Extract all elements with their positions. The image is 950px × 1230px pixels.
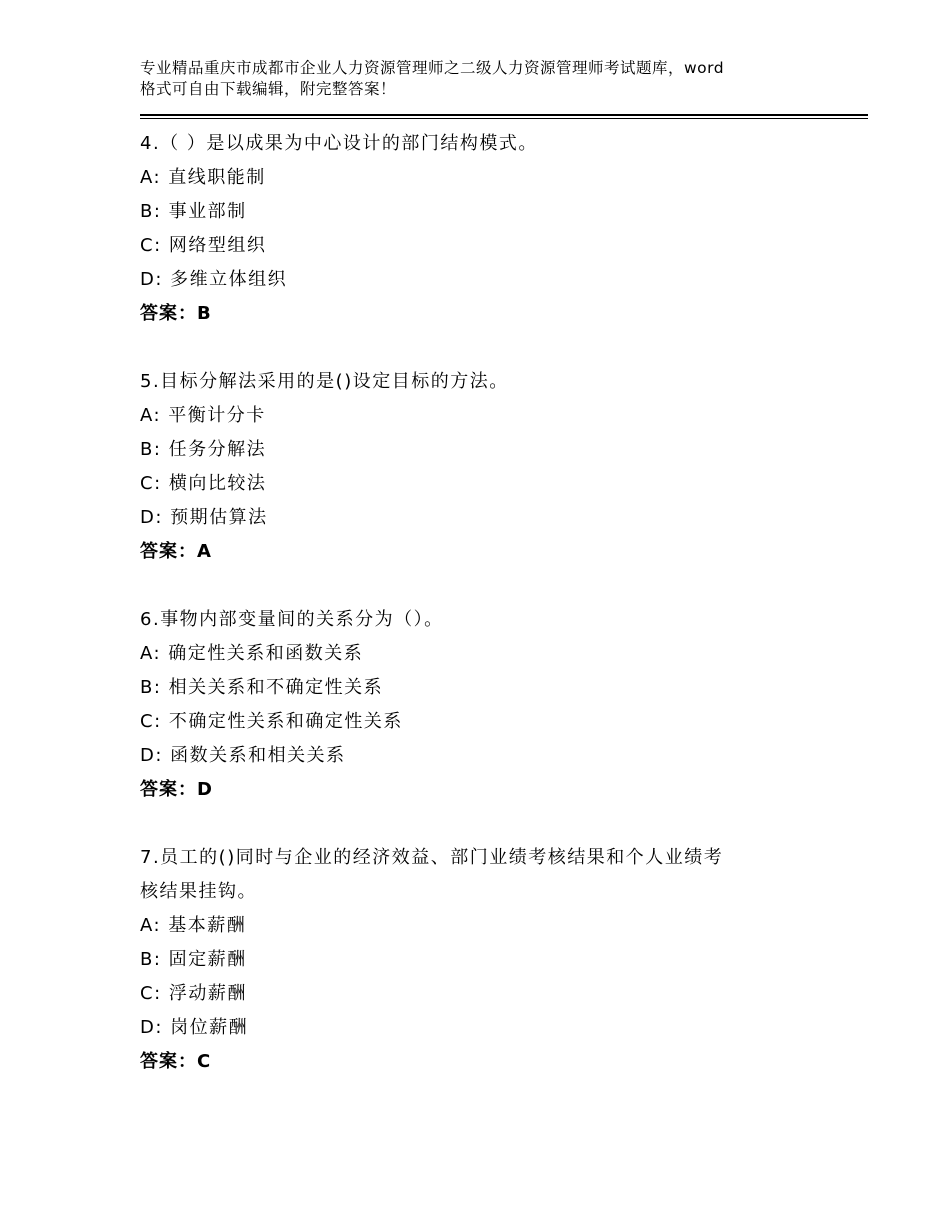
answer: 答案：A bbox=[140, 541, 212, 562]
question-4 bbox=[140, 127, 868, 331]
option-d: D: 函数关系和相关关系 bbox=[140, 745, 346, 766]
answer: 答案：D bbox=[140, 779, 213, 800]
option-d: D: 预期估算法 bbox=[140, 507, 268, 528]
option-b: B: 任务分解法 bbox=[140, 439, 267, 460]
option-a: A: 平衡计分卡 bbox=[140, 405, 266, 426]
question-text: 6.事物内部变量间的关系分为（）。 bbox=[140, 609, 444, 630]
header-line-1: 专业精品重庆市成都市企业人力资源管理师之二级人力资源管理师考试题库，word bbox=[140, 59, 725, 77]
option-d: D: 多维立体组织 bbox=[140, 269, 288, 290]
option-a: A: 直线职能制 bbox=[140, 167, 266, 188]
answer: 答案：B bbox=[140, 303, 212, 324]
option-b: B: 固定薪酬 bbox=[140, 949, 247, 970]
option-c: C: 网络型组织 bbox=[140, 235, 267, 256]
option-c: C: 浮动薪酬 bbox=[140, 983, 247, 1004]
header-line-2: 格式可自由下载编辑，附完整答案！ bbox=[140, 80, 397, 98]
question-text: 4.（ ）是以成果为中心设计的部门结构模式。 bbox=[140, 133, 538, 154]
option-b: B: 事业部制 bbox=[140, 201, 247, 222]
question-7 bbox=[140, 841, 868, 1079]
question-text-line-2: 核结果挂钩。 bbox=[140, 881, 257, 902]
question-text: 5.目标分解法采用的是()设定目标的方法。 bbox=[140, 371, 509, 392]
question-5 bbox=[140, 365, 868, 569]
option-c: C: 横向比较法 bbox=[140, 473, 267, 494]
option-a: A: 确定性关系和函数关系 bbox=[140, 643, 364, 664]
option-b: B: 相关关系和不确定性关系 bbox=[140, 677, 384, 698]
option-a: A: 基本薪酬 bbox=[140, 915, 247, 936]
header-divider bbox=[140, 114, 868, 119]
option-c: C: 不确定性关系和确定性关系 bbox=[140, 711, 403, 732]
document-header bbox=[140, 58, 868, 100]
document-page bbox=[140, 58, 868, 1079]
question-6 bbox=[140, 603, 868, 807]
answer: 答案：C bbox=[140, 1051, 212, 1072]
question-text-line-1: 7.员工的()同时与企业的经济效益、部门业绩考核结果和个人业绩考 bbox=[140, 847, 724, 868]
option-d: D: 岗位薪酬 bbox=[140, 1017, 249, 1038]
